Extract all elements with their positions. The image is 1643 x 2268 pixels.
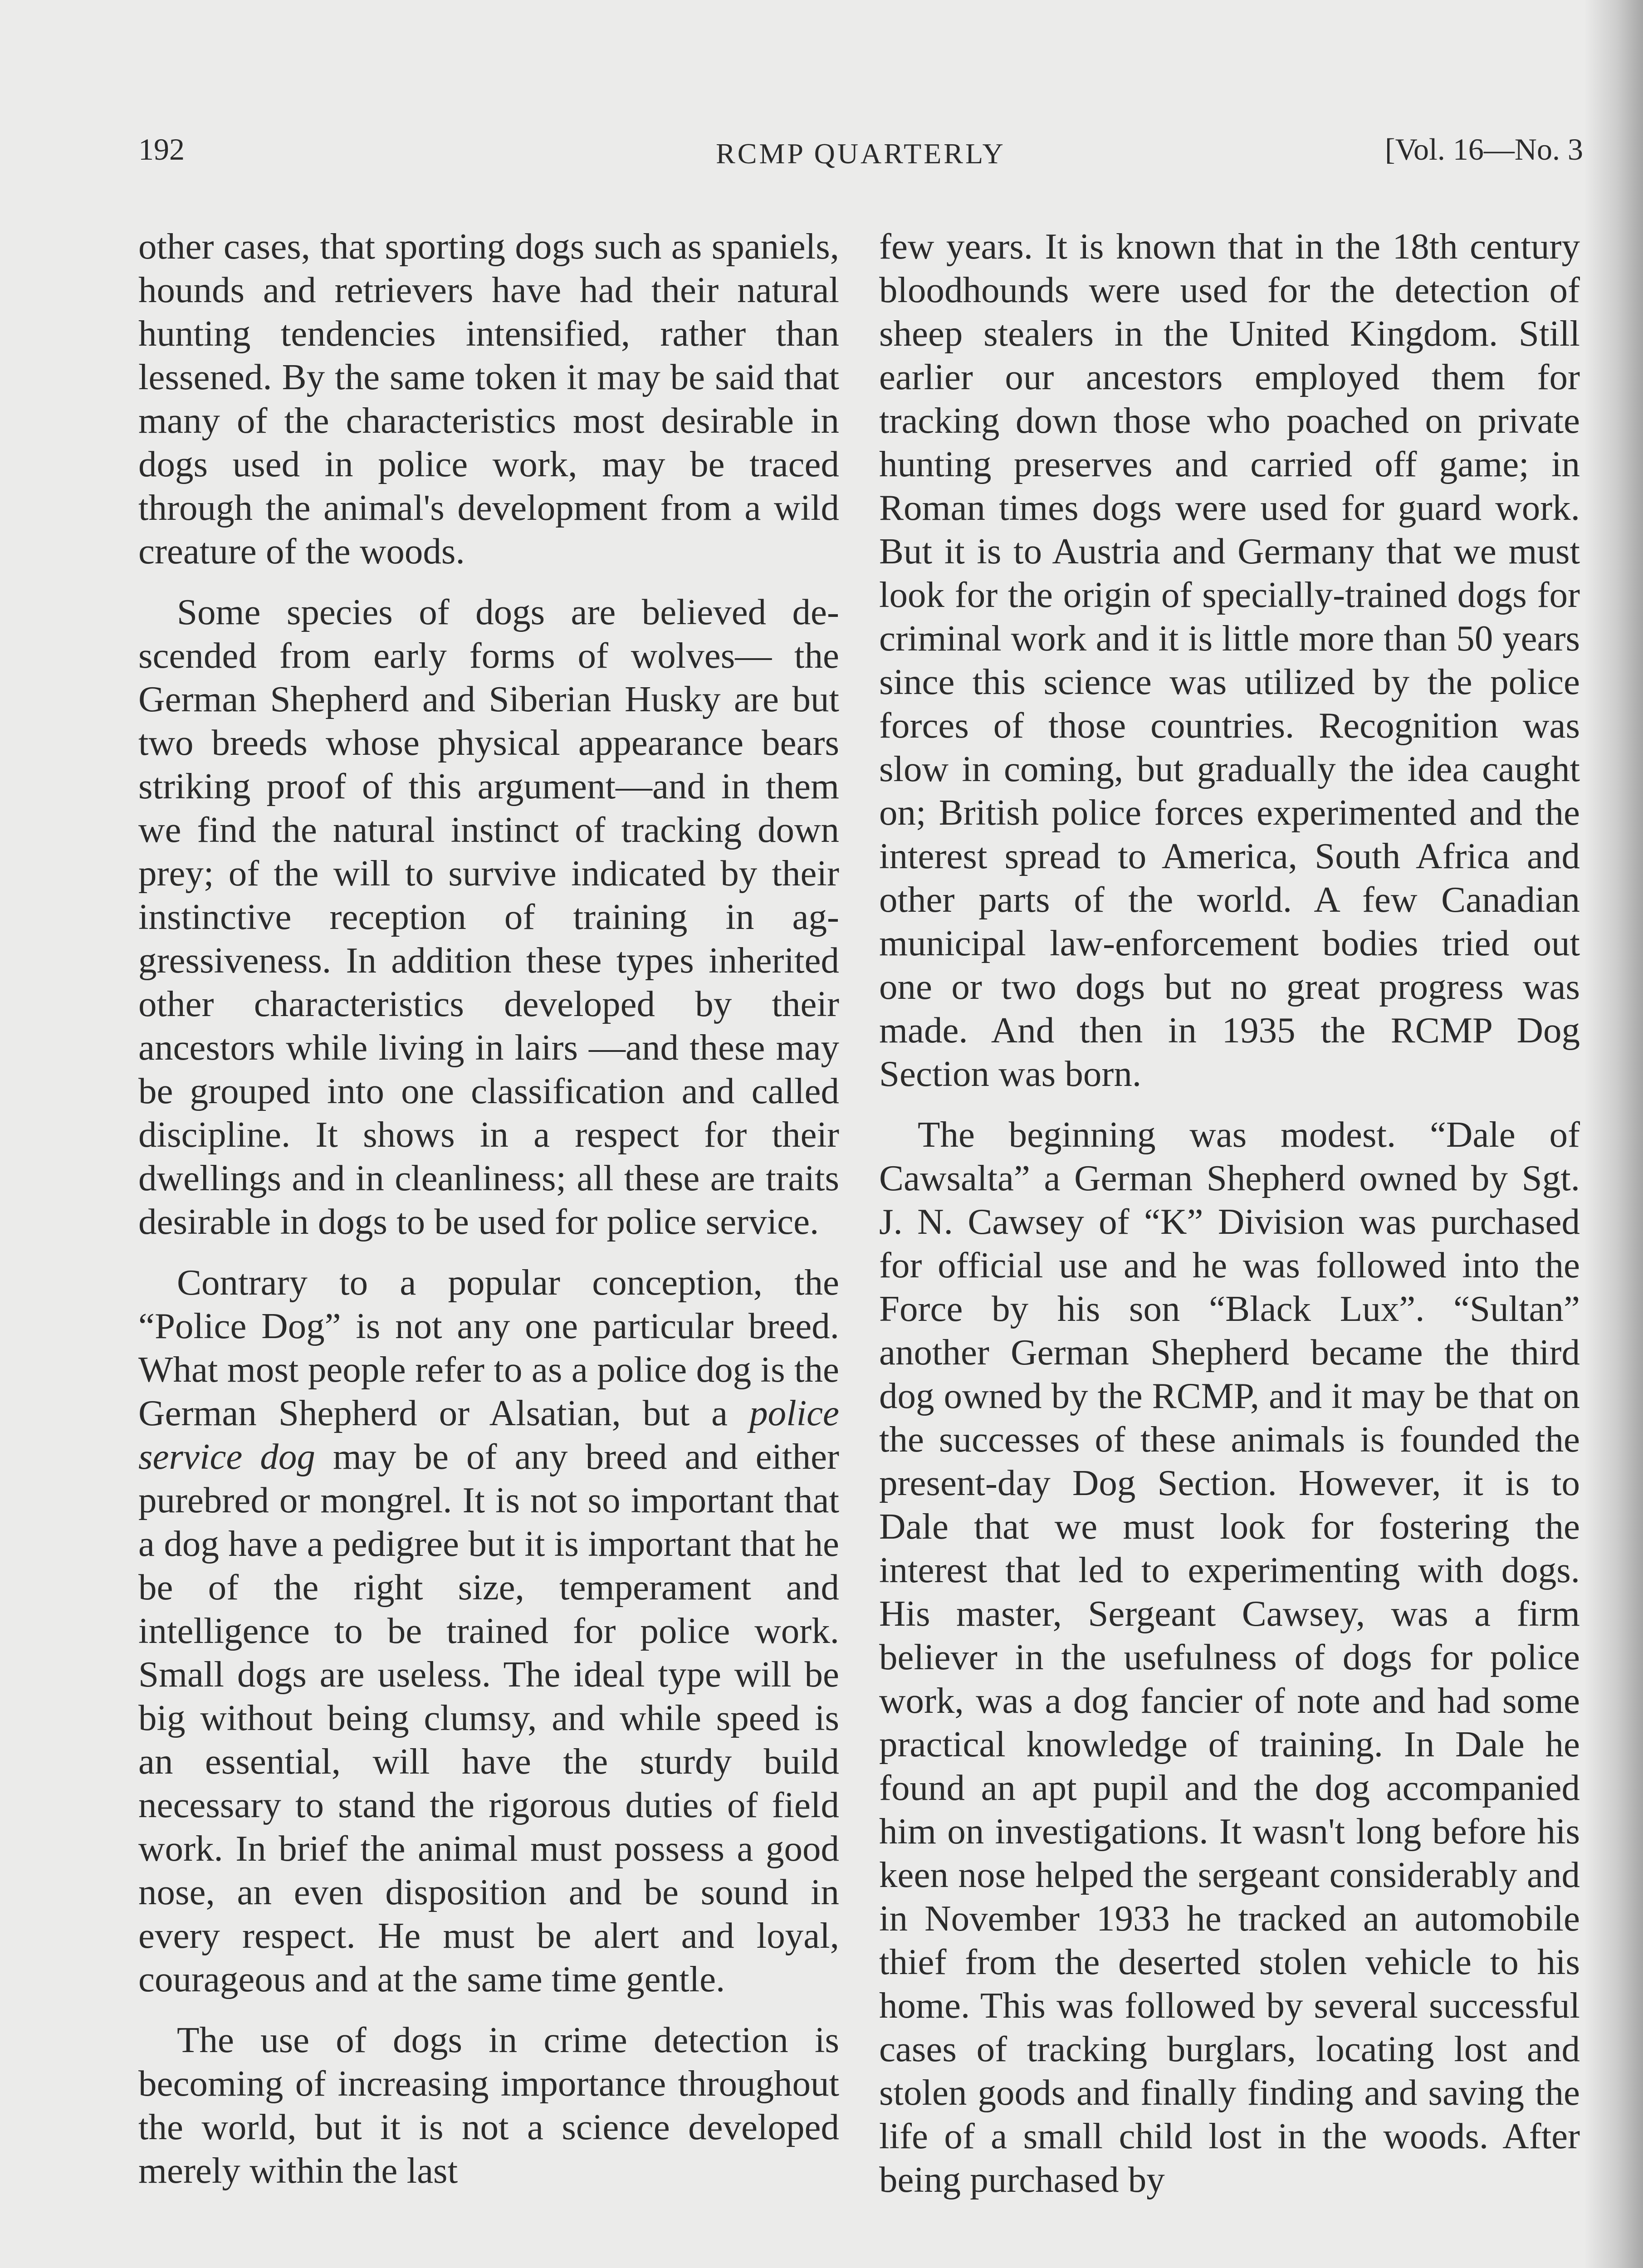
paragraph: The use of dogs in crime detection is becoming of increasing importance throughout the world, but it is not a science developed merely within the last (138, 2019, 839, 2191)
page-edge-shadow (1584, 0, 1643, 2268)
page-number: 192 (138, 132, 185, 166)
text-run: may be of any breed and either purebred or mongrel. It is not so important that a dog have a pedigree but it is important that he be of the right size, temperament and intelligence to be trained for police work. Small dogs are useless. The ideal type will be big without being clumsy, and while speed is an essential, will have the sturdy build necessary to stand the rigorous duties of field work. In brief the animal must possess a good nose, an even disposition and be sound in every respect. He must be alert and loyal, courageous and at the same time gentle. (138, 1436, 839, 1999)
text-run: Contrary to a popular conception, the “Police Dog” is not any one particular breed. What most people refer to as a police dog is the German Shepherd or Alsatian, but a (138, 1262, 839, 1433)
volume-issue: [Vol. 16—No. 3 (1385, 132, 1583, 166)
right-column (879, 225, 1580, 2201)
running-header (138, 132, 1583, 181)
paragraph: other cases, that sporting dogs such as spaniels, hounds and retrievers have had their natural hunting tendencies intensified, rather than lessened. By the same token it may be said that many of the characteristics most desirable in dogs used in police work, may be traced through the animal's development from a wild creature of the woods. (138, 226, 839, 572)
italic-term: police service dog (138, 1393, 839, 1477)
journal-title: RCMP QUARTERLY (716, 137, 1006, 170)
paragraph (138, 1261, 839, 2001)
paragraph: Some species of dogs are believed descended from early forms of wolves— the German Shepherd and Siberian Husky are but two breeds whose physical appearance bears striking proof of this argument—and in them we find the natural instinct of tracking down prey; of the will to survive indicated by their instinctive reception of training in aggressiveness. In addition these types inherited other characteristics developed by their ancestors while living in lairs —and these may be grouped into one classification and called discipline. It shows in a respect for their dwellings and in cleanliness; all these are traits desirable in dogs to be used for police service. (138, 591, 839, 1242)
paragraph: The beginning was modest. “Dale of Cawsalta” a German Shepherd owned by Sgt. J. N. Cawsey of “K” Division was purchased for official use and he was followed into the Force by his son “Black Lux”. “Sultan” another German Shepherd became the third dog owned by the RCMP, and it may be that on the successes of these animals is founded the present-day Dog Section. However, it is to Dale that we must look for fostering the interest that led to experimenting with dogs. His master, Sergeant Cawsey, was a firm believer in the usefulness of dogs for police work, was a dog fancier of note and had some practical knowledge of training. In Dale he found an apt pupil and the dog accompanied him on investigations. It wasn't long before his keen nose helped the sergeant considerably and in November 1933 he tracked an automobile thief from the deserted stolen vehicle to his home. This was followed by several successful cases of tracking burglars, locating lost and stolen goods and finally finding and saving the life of a small child lost in the woods. After being purchased by (879, 1114, 1580, 2200)
left-column (138, 225, 839, 2192)
paragraph: few years. It is known that in the 18th century bloodhounds were used for the detection of sheep stealers in the United Kingdom. Still earlier our ancestors employed them for tracking down those who poached on private hunting preserves and carried off game; in Roman times dogs were used for guard work. But it is to Austria and Germany that we must look for the origin of specially-trained dogs for criminal work and it is little more than 50 years since this science was utilized by the police forces of those countries. Recognition was slow in coming, but gradually the idea caught on; British police forces experimented and the interest spread to America, South Africa and other parts of the world. A few Canadian municipal law-enforcement bodies tried out one or two dogs but no great progress was made. And then in 1935 the RCMP Dog Section was born. (879, 226, 1580, 1094)
